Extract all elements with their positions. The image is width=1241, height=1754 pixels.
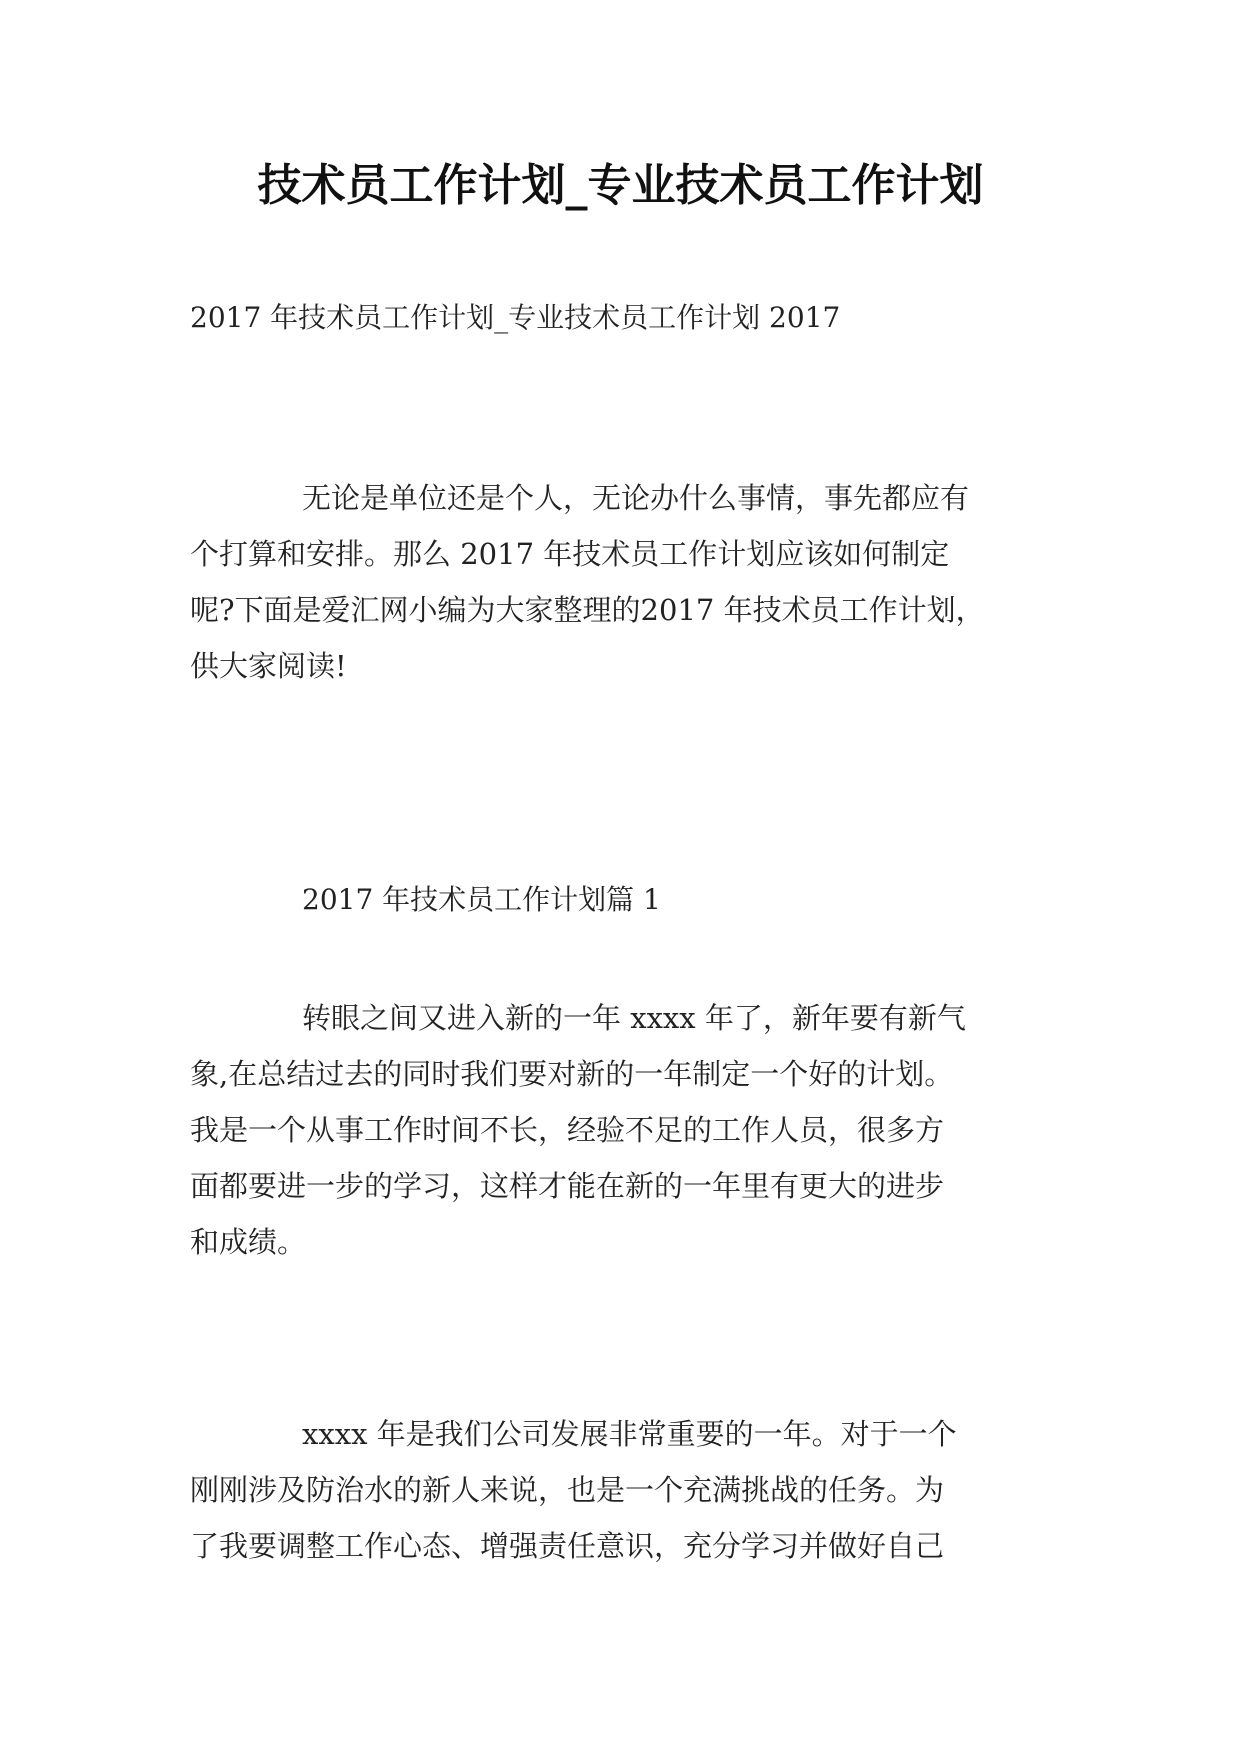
body-paragraph-1 (190, 990, 1052, 1270)
intro-paragraph (190, 470, 1052, 694)
body-paragraph-2 (190, 1406, 1052, 1574)
document-subtitle: 2017 年技术员工作计划_专业技术员工作计划 2017 (190, 301, 841, 334)
paragraph-line: 刚刚涉及防治水的新人来说，也是一个充满挑战的任务。为 (190, 1473, 945, 1507)
paragraph-line: 面都要进一步的学习，这样才能在新的一年里有更大的进步 (190, 1169, 945, 1203)
paragraph-line: 象,在总结过去的同时我们要对新的一年制定一个好的计划。 (190, 1057, 954, 1091)
paragraph-line: 我是一个从事工作时间不长，经验不足的工作人员，很多方 (190, 1113, 945, 1147)
paragraph-line: 转眼之间又进入新的一年 xxxx 年了，新年要有新气 (302, 1001, 966, 1035)
section-heading: 2017 年技术员工作计划篇 1 (302, 883, 661, 916)
paragraph-line: 无论是单位还是个人，无论办什么事情，事先都应有 (302, 481, 970, 515)
paragraph-line: 供大家阅读! (190, 649, 347, 683)
paragraph-line: 和成绩。 (190, 1225, 307, 1259)
paragraph-line: 个打算和安排。那么 2017 年技术员工作计划应该如何制定 (190, 537, 950, 571)
paragraph-line: 了我要调整工作心态、增强责任意识，充分学习并做好自己 (190, 1529, 945, 1563)
paragraph-line: xxxx 年是我们公司发展非常重要的一年。对于一个 (302, 1417, 957, 1451)
paragraph-line: 呢?下面是爱汇网小编为大家整理的2017 年技术员工作计划， (190, 593, 985, 627)
document-title: 技术员工作计划_专业技术员工作计划 (257, 160, 984, 211)
